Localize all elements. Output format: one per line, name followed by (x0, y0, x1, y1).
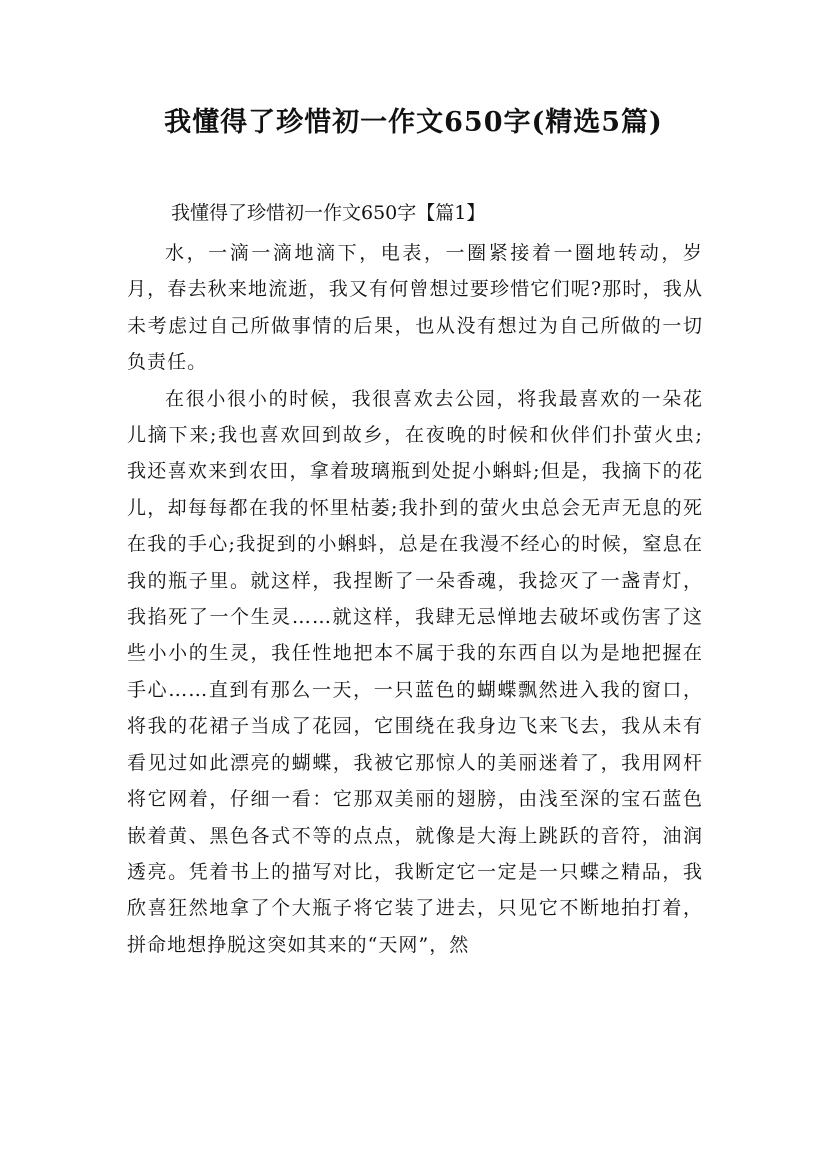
section-heading: 我懂得了珍惜初一作文650字【篇1】 (171, 202, 486, 224)
article-body (127, 235, 703, 963)
page-title: 我懂得了珍惜初一作文650字(精选5篇) (164, 107, 663, 138)
paragraph-1: 水，一滴一滴地滴下，电表，一圈紧接着一圈地转动，岁月，春去秋来地流逝，我又有何曾想过要珍惜它们呢?那时，我从未考虑过自己所做事情的后果，也从没有想过为自己所做的一切负责任。 (127, 242, 703, 374)
paragraph-2: 在很小很小的时候，我很喜欢去公园，将我最喜欢的一朵花儿摘下来;我也喜欢回到故乡，在夜晚的时候和伙伴们扑萤火虫;我还喜欢来到农田，拿着玻璃瓶到处捉小蝌蚪;但是，我摘下的花儿，却每每都在我的怀里枯萎;我扑到的萤火虫总会无声无息的死在我的手心;我捉到的小蝌蚪，总是在我漫不经心的时候，窒息在我的瓶子里。就这样，我捏断了一朵香魂，我捻灭了一盏青灯，我掐死了一个生灵……就这样，我肆无忌惮地去破坏或伤害了这些小小的生灵，我任性地把本不属于我的东西自以为是地把握在手心……直到有那么一天，一只蓝色的蝴蝶飘然进入我的窗口，将我的花裙子当成了花园，它围绕在我身边飞来飞去，我从未有看见过如此漂亮的蝴蝶，我被它那惊人的美丽迷着了，我用网杆将它网着，仔细一看：它那双美丽的翅膀，由浅至深的宝石蓝色嵌着黄、黑色各式不等的点点，就像是大海上跳跃的音符，油润透亮。凭着书上的描写对比，我断定它一定是一只蝶之精品，我欣喜狂然地拿了个大瓶子将它装了进去，只见它不断地拍打着，拼命地想挣脱这突如其来的“天网”，然 (127, 387, 703, 956)
